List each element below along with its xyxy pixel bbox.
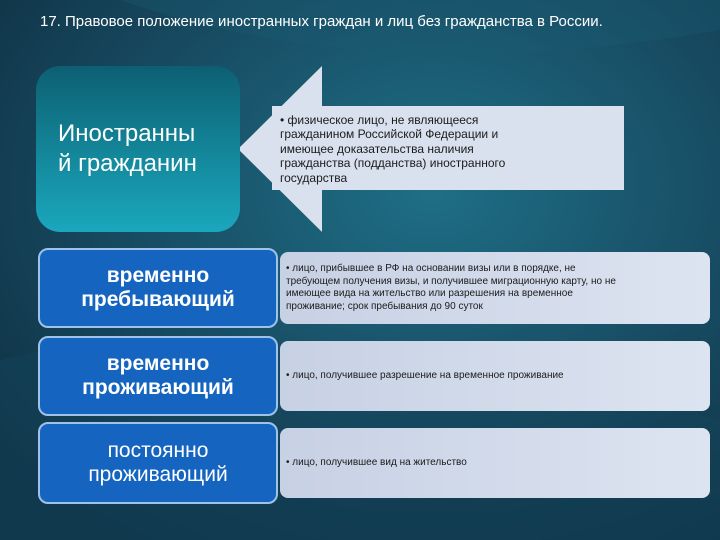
foreign-citizen-box — [36, 66, 240, 232]
slide-title: 17. Правовое положение иностранных граждан и лиц без гражданства в России. — [40, 13, 603, 30]
permanent-residence-box — [38, 422, 278, 504]
permanent-residence-definition: • лицо, получившее вид на жительство — [280, 428, 710, 498]
foreign-citizen-label: Иностранны й гражданин — [58, 120, 197, 177]
foreign-citizen-definition: • физическое лицо, не являющееся гражданином Российской Федерации и имеющее доказательства наличия гражданства (подданства) иностранного государства — [272, 106, 624, 190]
temporary-stay-label: временно пребывающий — [81, 264, 235, 311]
temporary-stay-definition: • лицо, прибывшее в РФ на основании визы или в порядке, не требующем получения визы, и получившее миграционную карту, но не имеющее вида на жительство или разрешения на временное проживание; срок пребывания до 90 суток — [280, 252, 710, 324]
temporary-residence-definition: • лицо, получившее разрешение на временное проживание — [280, 341, 710, 411]
temporary-residence-label: временно проживающий — [82, 352, 234, 399]
temporary-stay-box — [38, 248, 278, 328]
temporary-residence-box — [38, 336, 278, 416]
permanent-residence-label: постоянно проживающий — [88, 439, 228, 486]
